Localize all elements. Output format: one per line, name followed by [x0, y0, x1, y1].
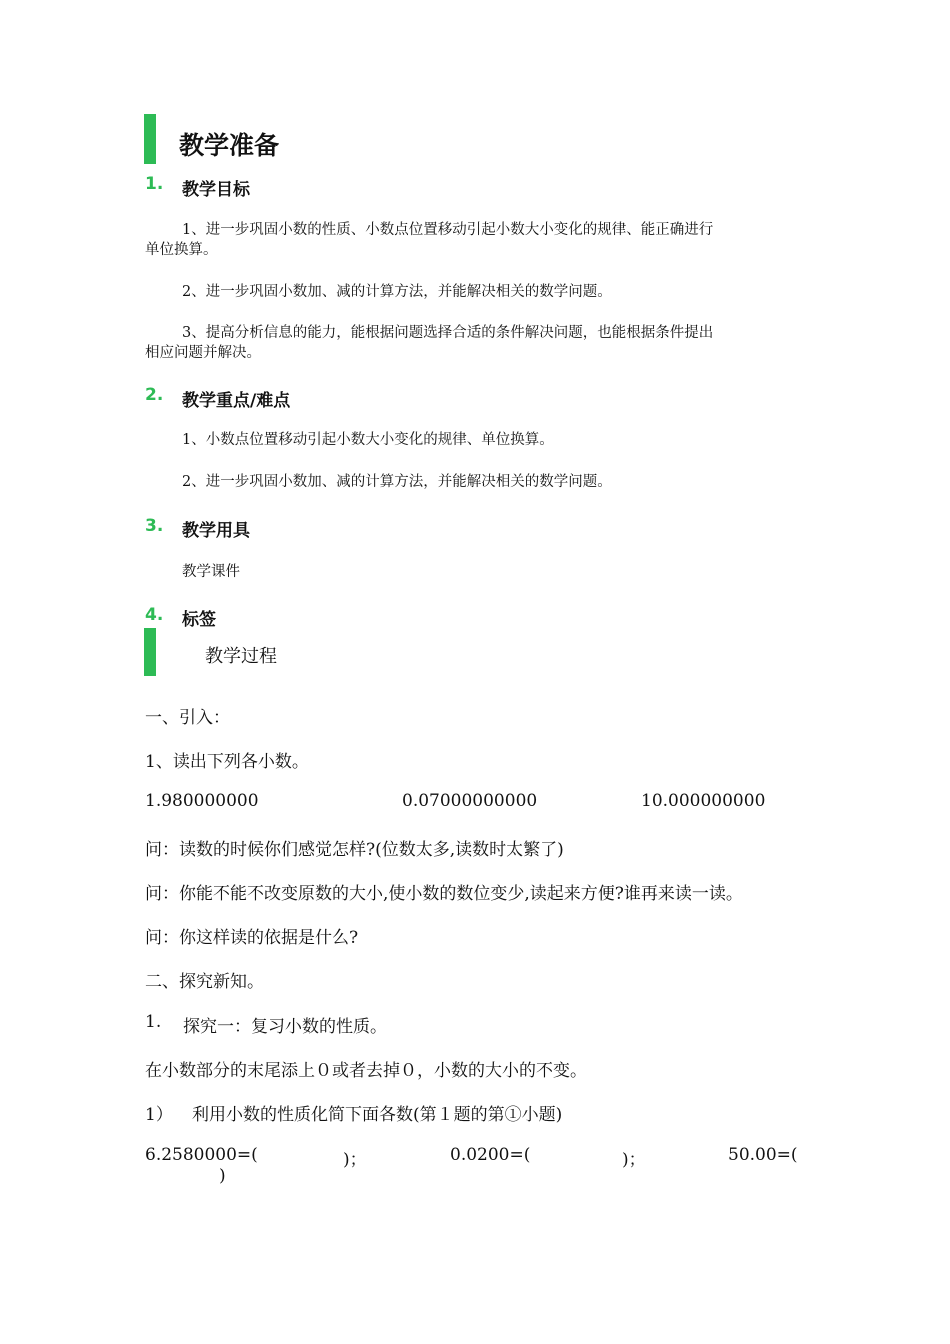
heading-goals: 教学目标 — [182, 180, 250, 200]
goal-1-line-1: 1、进一步巩固小数的性质、小数点位置移动引起小数大小变化的规律、能正确进行 — [182, 222, 714, 238]
heading-number-2: 2. — [145, 385, 164, 405]
heading-number-1: 1. — [145, 174, 164, 194]
key-point-2: 2、进一步巩固小数加、减的计算方法，并能解决相关的数学问题。 — [182, 474, 612, 490]
heading-key-points: 教学重点/难点 — [182, 391, 291, 411]
exercise-1: 6.2580000=( — [145, 1145, 258, 1165]
exercise-1-end: )； — [343, 1150, 367, 1170]
goal-3-line-1: 3、提高分析信息的能力，能根据问题选择合适的条件解决问题，也能根据条件提出 — [182, 325, 714, 341]
explore-1-number: 1. — [145, 1012, 162, 1032]
heading-tags: 标签 — [182, 610, 216, 630]
goal-1-line-2: 单位换算。 — [145, 242, 218, 258]
section-title-prep: 教学准备 — [179, 131, 280, 160]
heading-number-3: 3. — [145, 516, 164, 536]
intro-heading: 一、引入： — [145, 708, 230, 728]
heading-number-4: 4. — [145, 605, 164, 625]
decimal-3: 10.000000000 — [641, 791, 766, 811]
question-1: 问：读数的时候你们感觉怎样?(位数太多,读数时太繁了) — [145, 840, 564, 860]
explore-1-title: 探究一：复习小数的性质。 — [183, 1017, 387, 1037]
task-1-number: 1） — [145, 1105, 173, 1125]
key-point-1: 1、小数点位置移动引起小数大小变化的规律、单位换算。 — [182, 432, 554, 448]
tools-text: 教学课件 — [182, 564, 240, 580]
explore-heading: 二、探究新知。 — [145, 972, 264, 992]
decimal-2: 0.07000000000 — [402, 791, 538, 811]
question-2: 问：你能不能不改变原数的大小,使小数的数位变少,读起来方便?谁再来读一读。 — [145, 884, 743, 904]
goal-2: 2、进一步巩固小数加、减的计算方法，并能解决相关的数学问题。 — [182, 284, 612, 300]
section-bar-prep — [144, 114, 156, 164]
goal-3-line-2: 相应问题并解决。 — [145, 345, 261, 361]
exercise-3-end: ) — [219, 1166, 226, 1186]
task-1-text: 利用小数的性质化简下面各数(第１题的第①小题) — [192, 1105, 563, 1125]
decimal-1: 1.980000000 — [145, 791, 259, 811]
section-title-process: 教学过程 — [205, 646, 277, 667]
section-bar-process — [144, 628, 156, 676]
heading-tools: 教学用具 — [182, 521, 250, 541]
question-3: 问：你这样读的依据是什么? — [145, 928, 359, 948]
read-prompt: 1、读出下列各小数。 — [145, 752, 309, 772]
decimal-property-rule: 在小数部分的末尾添上０或者去掉０，小数的大小的不变。 — [145, 1061, 587, 1081]
exercise-2-end: )； — [622, 1150, 646, 1170]
exercise-3: 50.00=( — [728, 1145, 798, 1165]
exercise-2: 0.0200=( — [450, 1145, 531, 1165]
